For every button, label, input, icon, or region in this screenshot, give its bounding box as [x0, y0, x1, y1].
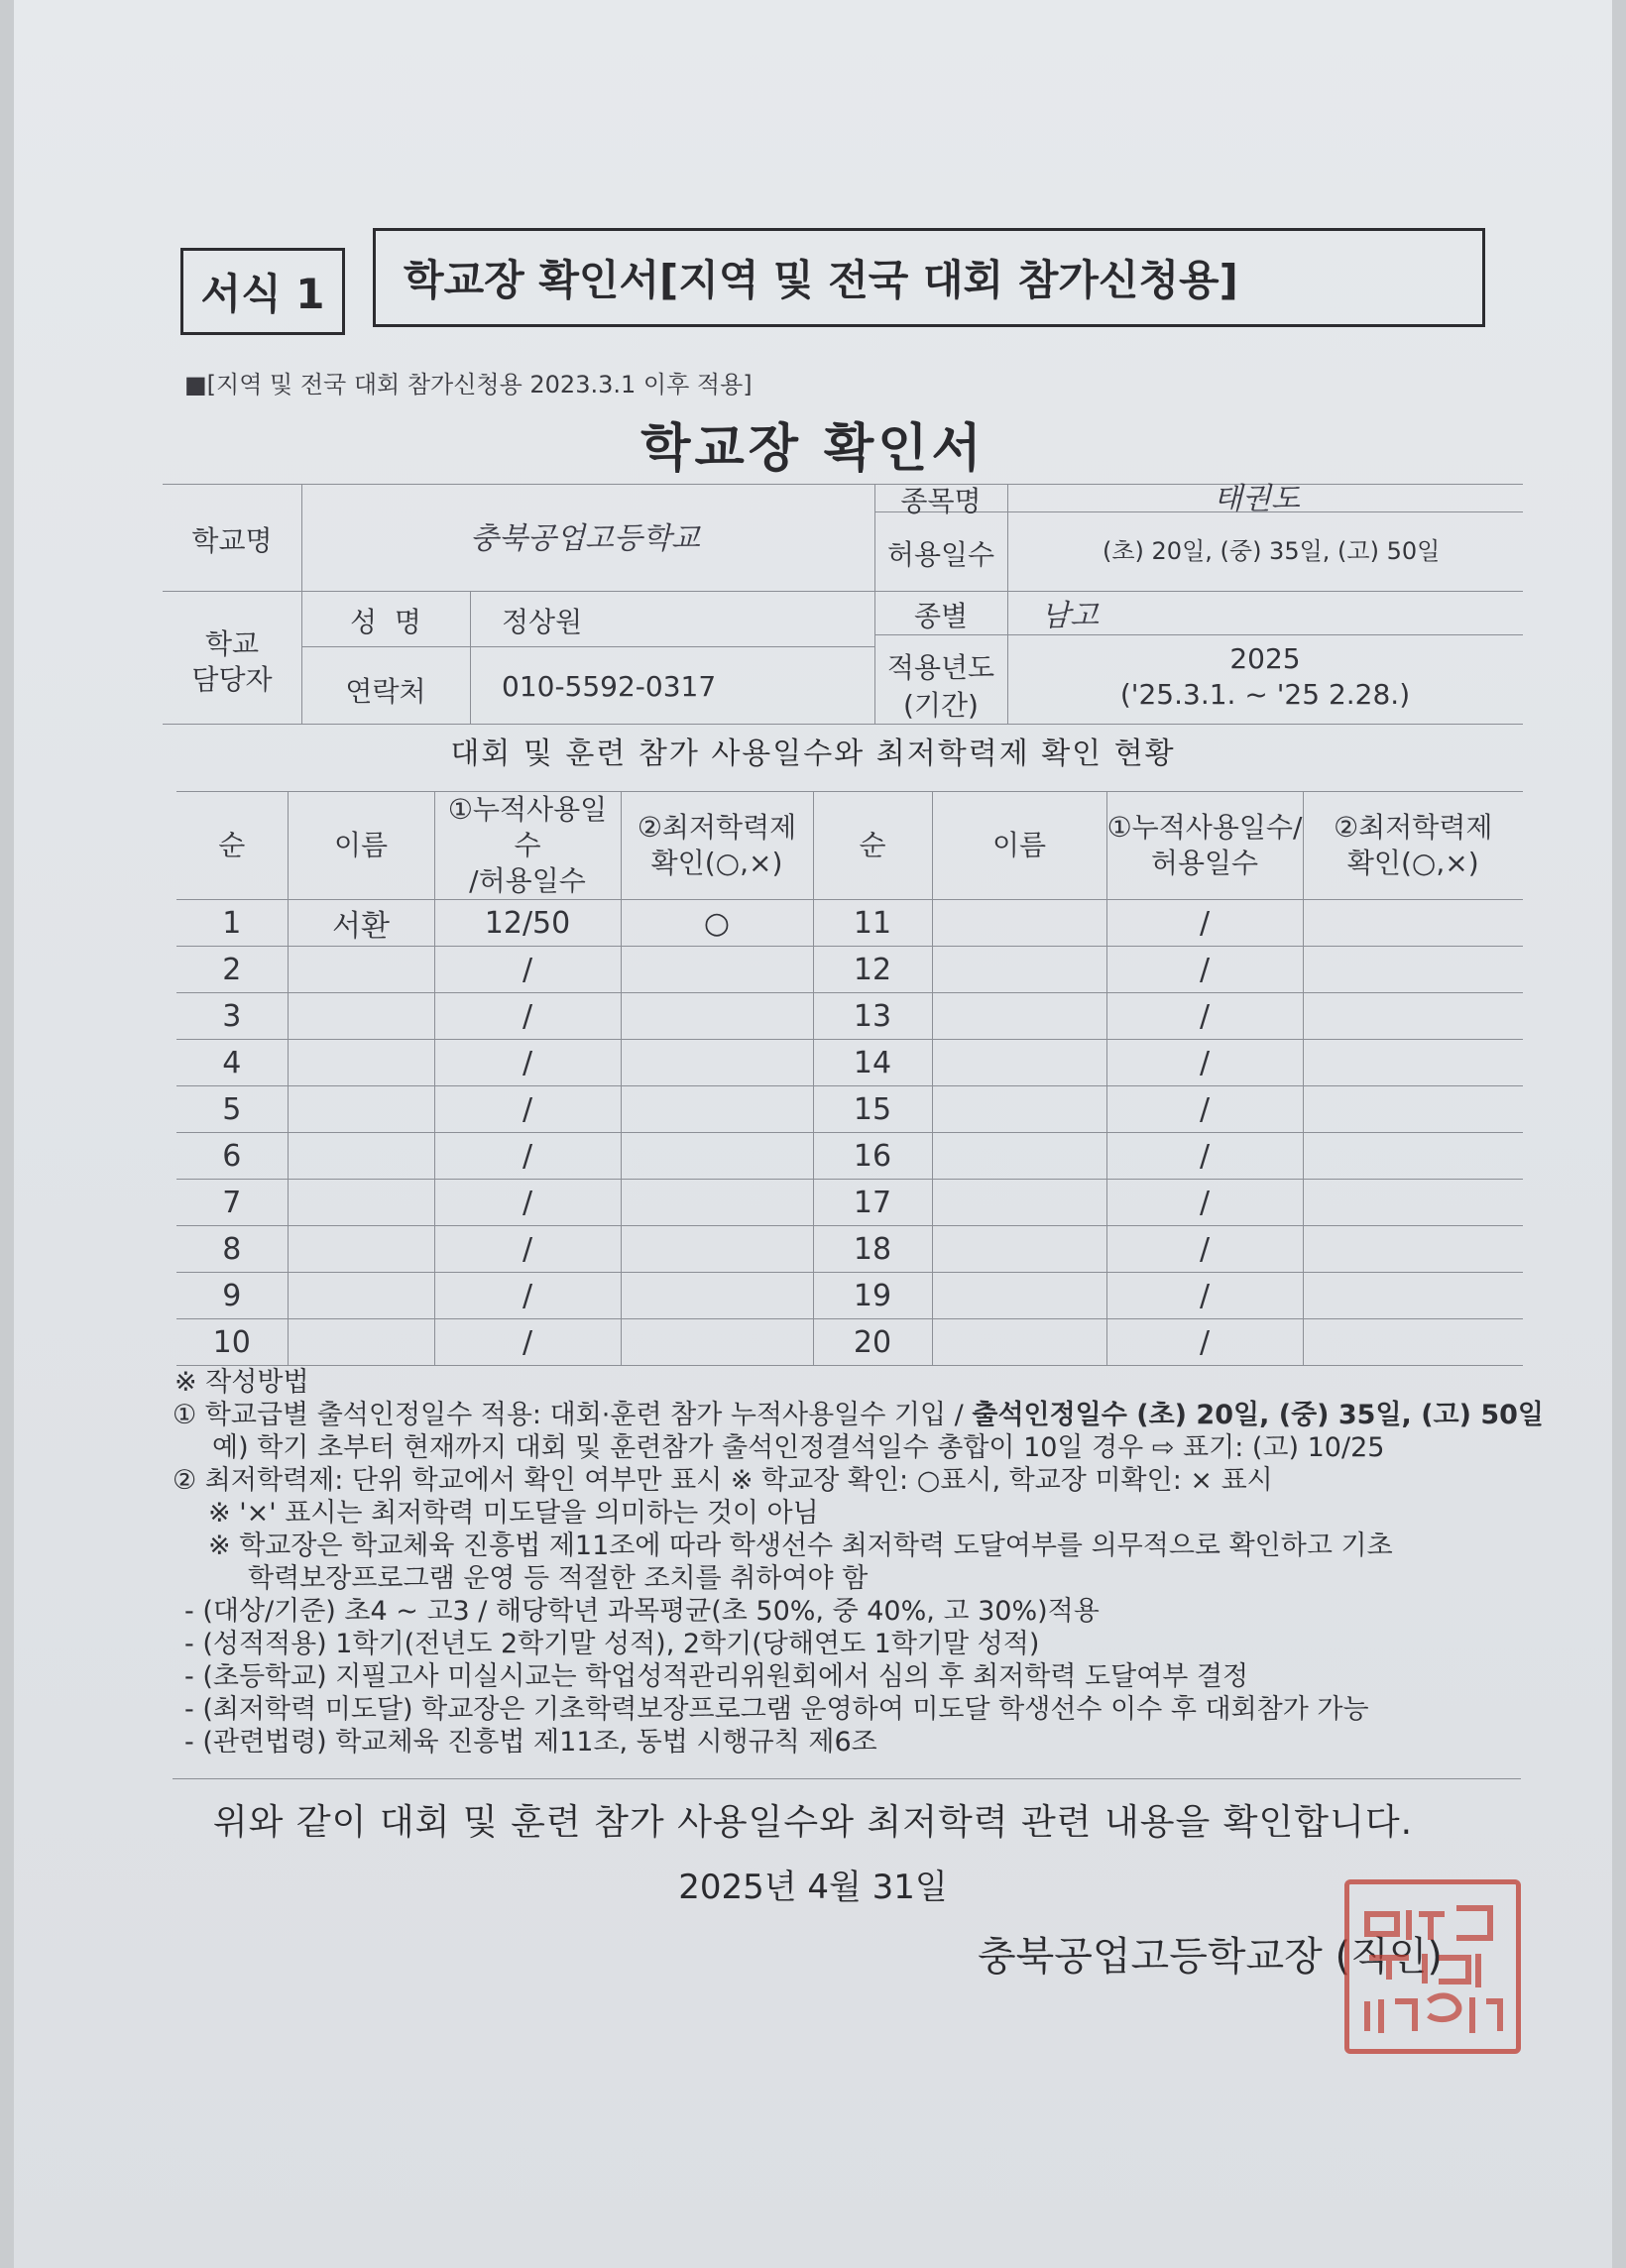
- achievement-check-right: [1303, 947, 1523, 993]
- student-name: 서환: [288, 900, 434, 947]
- achievement-check-right: [1303, 1226, 1523, 1273]
- row-number: 9: [176, 1273, 288, 1319]
- allowed-days-label: 허용일수: [886, 538, 995, 571]
- header-no-right: 순: [813, 792, 932, 900]
- student-name-right: [932, 947, 1106, 993]
- row-number-right: 11: [813, 900, 932, 947]
- days-used-right: /: [1106, 1180, 1303, 1226]
- participation-table: [176, 791, 1523, 1366]
- category-label: 종별: [913, 600, 969, 632]
- student-name: [288, 1319, 434, 1366]
- header-name: 이름: [288, 792, 434, 900]
- row-number: 5: [176, 1086, 288, 1133]
- header-days-right: ①누적사용일수/ 허용일수: [1106, 792, 1303, 900]
- confirmation-date: 2025년 4월 31일: [678, 1868, 948, 1907]
- table-caption: 대회 및 훈련 참가 사용일수와 최저학력제 확인 현황: [450, 737, 1176, 771]
- row-number: 2: [176, 947, 288, 993]
- header-check: ②최저학력제 확인(○,×): [621, 792, 813, 900]
- detail-2: - (성적적용) 1학기(전년도 2학기말 성적), 2학기(당해연도 1학기말 성적): [184, 1629, 1040, 1659]
- row-number: 3: [176, 993, 288, 1040]
- days-used: /: [434, 947, 621, 993]
- achievement-check-right: [1303, 900, 1523, 947]
- days-used-right: /: [1106, 1319, 1303, 1366]
- period-value: ('25.3.1. ~ '25 2.28.): [1119, 678, 1411, 711]
- sport-value: 태권도: [1214, 482, 1300, 516]
- name-label: 성 명: [350, 606, 421, 638]
- student-name: [288, 1086, 434, 1133]
- table-row: [176, 1086, 1523, 1133]
- days-used-right: /: [1106, 1226, 1303, 1273]
- header-name-right: 이름: [932, 792, 1106, 900]
- row-number: 8: [176, 1226, 288, 1273]
- divider: [173, 1778, 1521, 1779]
- principal-signature: 충북공업고등학교장 (직인): [978, 1934, 1443, 1980]
- year-label-1: 적용년도: [886, 651, 995, 684]
- student-name-right: [932, 1273, 1106, 1319]
- application-note: ■[지역 및 전국 대회 참가신청용 2023.3.1 이후 적용]: [184, 371, 753, 398]
- achievement-check-right: [1303, 1273, 1523, 1319]
- student-name: [288, 1040, 434, 1086]
- note-1-example: 예) 학기 초부터 현재까지 대회 및 훈련참가 출석인정결석일수 총합이 10일 경우 ⇨ 표기: (고) 10/25: [212, 1432, 1385, 1463]
- achievement-check: [621, 947, 813, 993]
- days-used: /: [434, 1273, 621, 1319]
- achievement-check: [621, 1226, 813, 1273]
- confirmation-text: 위와 같이 대회 및 훈련 참가 사용일수와 최저학력 관련 내용을 확인합니다.: [212, 1802, 1414, 1843]
- sport-label: 종목명: [900, 485, 982, 517]
- staff-label-2: 담당자: [191, 663, 273, 696]
- form-title: 학교장 확인서[지역 및 전국 대회 참가신청용]: [373, 228, 1485, 327]
- detail-1: - (대상/기준) 초4 ~ 고3 / 해당학년 과목평균(초 50%, 중 40%, 고 30%)적용: [184, 1596, 1100, 1627]
- category-value: 남고: [1041, 599, 1099, 633]
- achievement-check: [621, 1133, 813, 1180]
- table-row: [176, 1040, 1523, 1086]
- row-number: 6: [176, 1133, 288, 1180]
- days-used: /: [434, 1040, 621, 1086]
- contact-label: 연락처: [345, 675, 426, 708]
- table-header-row: [176, 792, 1523, 900]
- student-name: [288, 1226, 434, 1273]
- name-value: 정상원: [502, 606, 583, 638]
- school-label: 학교명: [191, 524, 273, 557]
- student-name-right: [932, 1226, 1106, 1273]
- student-name-right: [932, 1040, 1106, 1086]
- table-row: [176, 1180, 1523, 1226]
- header-days: ①누적사용일수 /허용일수: [434, 792, 621, 900]
- achievement-check: [621, 1319, 813, 1366]
- header-no: 순: [176, 792, 288, 900]
- row-number-right: 17: [813, 1180, 932, 1226]
- note-2: ② 최저학력제: 단위 학교에서 확인 여부만 표시 ※ 학교장 확인: ○표시, 학교장 미확인: × 표시: [173, 1465, 1273, 1496]
- achievement-check: [621, 1273, 813, 1319]
- row-number-right: 19: [813, 1273, 932, 1319]
- allowed-days-value: (초) 20일, (중) 35일, (고) 50일: [1103, 537, 1441, 565]
- row-number: 4: [176, 1040, 288, 1086]
- student-name-right: [932, 1133, 1106, 1180]
- row-number-right: 18: [813, 1226, 932, 1273]
- table-row: [176, 947, 1523, 993]
- official-seal-stamp: [1344, 1879, 1521, 2054]
- student-name: [288, 1180, 434, 1226]
- achievement-check-right: [1303, 1040, 1523, 1086]
- student-name-right: [932, 1180, 1106, 1226]
- achievement-check-right: [1303, 1180, 1523, 1226]
- student-name-right: [932, 1319, 1106, 1366]
- staff-label-1: 학교: [204, 627, 260, 660]
- year-label-2: (기간): [903, 689, 979, 722]
- achievement-check: [621, 993, 813, 1040]
- achievement-check: [621, 1180, 813, 1226]
- days-used: /: [434, 1086, 621, 1133]
- achievement-check: [621, 1086, 813, 1133]
- note-2-b1: ※ 학교장은 학교체육 진흥법 제11조에 따라 학생선수 최저학력 도달여부를 의무적으로 확인하고 기초: [208, 1531, 1393, 1561]
- document-title: 학교장 확인서: [640, 419, 986, 479]
- table-row: [176, 1319, 1523, 1366]
- days-used-right: /: [1106, 1086, 1303, 1133]
- days-used: /: [434, 993, 621, 1040]
- achievement-check: ○: [621, 900, 813, 947]
- days-used-right: /: [1106, 947, 1303, 993]
- achievement-check: [621, 1040, 813, 1086]
- student-name: [288, 947, 434, 993]
- note-1: ① 학교급별 출석인정일수 적용: 대회·훈련 참가 누적사용일수 기입 / 출석인정일수 (초) 20일, (중) 35일, (고) 50일: [173, 1400, 1545, 1430]
- student-name: [288, 993, 434, 1040]
- note-2-b2: 학력보장프로그램 운영 등 적절한 조치를 취하여야 함: [248, 1563, 869, 1594]
- student-name: [288, 1273, 434, 1319]
- detail-5: - (관련법령) 학교체육 진흥법 제11조, 동법 시행규칙 제6조: [184, 1727, 877, 1758]
- achievement-check-right: [1303, 993, 1523, 1040]
- row-number: 1: [176, 900, 288, 947]
- days-used-right: /: [1106, 993, 1303, 1040]
- header-check-right: ②최저학력제 확인(○,×): [1303, 792, 1523, 900]
- row-number-right: 16: [813, 1133, 932, 1180]
- row-number-right: 13: [813, 993, 932, 1040]
- achievement-check-right: [1303, 1133, 1523, 1180]
- row-number-right: 20: [813, 1319, 932, 1366]
- notes-heading: ※ 작성방법: [174, 1367, 309, 1398]
- note-2-a: ※ '×' 표시는 최저학력 미도달을 의미하는 것이 아님: [208, 1498, 819, 1529]
- days-used-right: /: [1106, 1133, 1303, 1180]
- student-name-right: [932, 993, 1106, 1040]
- school-value: 충북공업고등학교: [470, 521, 700, 556]
- detail-3: - (초등학교) 지필고사 미실시교는 학업성적관리위원회에서 심의 후 최저학력 도달여부 결정: [184, 1661, 1249, 1692]
- days-used: /: [434, 1319, 621, 1366]
- row-number: 7: [176, 1180, 288, 1226]
- student-name-right: [932, 1086, 1106, 1133]
- contact-value: 010-5592-0317: [502, 670, 717, 703]
- table-row: [176, 1273, 1523, 1319]
- table-row: [176, 1226, 1523, 1273]
- year-value: 2025: [1229, 642, 1301, 675]
- form-number-label: 서식 1: [180, 248, 345, 335]
- document-paper: [14, 0, 1612, 2268]
- instructions: [173, 1366, 1545, 1758]
- student-name: [288, 1133, 434, 1180]
- days-used: /: [434, 1180, 621, 1226]
- row-number: 10: [176, 1319, 288, 1366]
- student-name-right: [932, 900, 1106, 947]
- row-number-right: 12: [813, 947, 932, 993]
- table-row: [176, 1133, 1523, 1180]
- table-row: [176, 900, 1523, 947]
- row-number-right: 15: [813, 1086, 932, 1133]
- days-used: /: [434, 1133, 621, 1180]
- days-used-right: /: [1106, 1040, 1303, 1086]
- days-used: 12/50: [434, 900, 621, 947]
- achievement-check-right: [1303, 1319, 1523, 1366]
- row-number-right: 14: [813, 1040, 932, 1086]
- days-used-right: /: [1106, 1273, 1303, 1319]
- detail-4: - (최저학력 미도달) 학교장은 기초학력보장프로그램 운영하여 미도달 학생선수 이수 후 대회참가 가능: [184, 1694, 1369, 1725]
- table-row: [176, 993, 1523, 1040]
- achievement-check-right: [1303, 1086, 1523, 1133]
- days-used: /: [434, 1226, 621, 1273]
- days-used-right: /: [1106, 900, 1303, 947]
